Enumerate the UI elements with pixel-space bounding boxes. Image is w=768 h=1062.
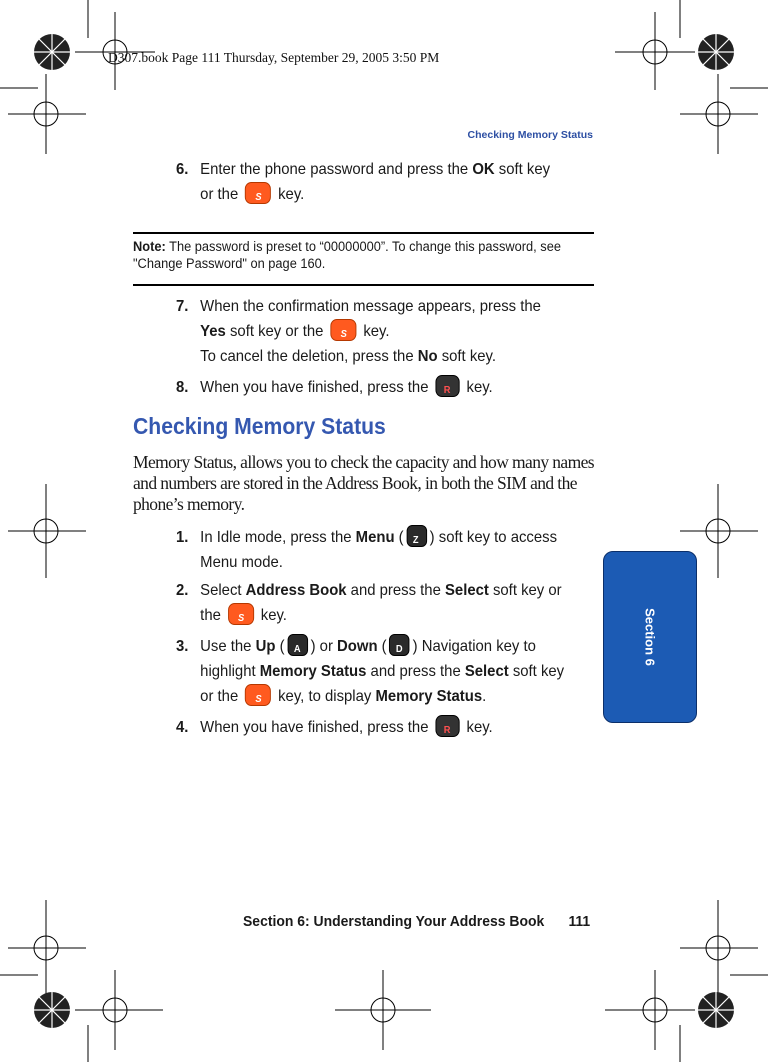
step-text: and press the [366,663,465,680]
step-text: . [482,688,487,705]
step-text: soft key or the [200,582,562,624]
step-4 [176,715,567,740]
step-text: ) Navigation key to highlight [200,638,536,680]
step-number: 2. [176,582,189,599]
end-key-icon [435,375,459,397]
step-text: key. [359,323,390,340]
down-key-icon: D [389,634,409,656]
step-text: soft key or the [200,663,565,705]
address-book-label: Address Book [245,582,347,599]
step-text: When you have finished, press the [200,379,433,396]
step-2 [176,578,567,628]
body-paragraph: Memory Status, allows you to check the capacity and how many names and numbers are stored in the Address Book, in both the SIM and the phone’s memory. [133,452,594,514]
step-text: ( [394,529,404,546]
end-key-icon [435,715,459,737]
select-key-label: Select [464,663,509,680]
step-text: ( [275,638,285,655]
step-text: In Idle mode, press the [200,529,356,546]
no-key-label: No [417,348,438,365]
page-footer [243,913,590,930]
step-text: key. [462,379,493,396]
running-head: Checking Memory Status [467,129,593,141]
step-text: soft key or the [200,161,551,203]
soft-key-icon [330,319,356,341]
menu-key-label: Menu [355,529,395,546]
note-text: The password is preset to “00000000”. To change this password, see "Change Password" on page 160. [133,239,561,271]
page-number: 111 [568,913,591,930]
step-text: key. [256,607,287,624]
step-text: Enter the phone password and press the [200,161,473,178]
step-8 [176,375,567,400]
step-3 [176,634,567,709]
soft-key-icon [245,182,271,204]
step-text: When the confirmation message appears, press the [200,298,541,315]
footer-title: Section 6: Understanding Your Address Book [243,913,545,930]
step-number: 6. [176,161,189,178]
step-1 [176,525,567,575]
step-number: 7. [176,298,189,315]
up-key-label: Up [255,638,276,655]
step-text: Use the [200,638,256,655]
step-text: key. [462,719,493,736]
step-text: To cancel the deletion, press the [200,348,418,365]
step-text: ) or [310,638,338,655]
step-text: soft key or the [225,323,328,340]
step-text: key. [273,186,305,203]
step-7 [176,294,567,369]
soft-key-icon [245,684,271,706]
section-title: Checking Memory Status [133,413,386,439]
step-text: When you have finished, press the [200,719,433,736]
memory-status-label: Memory Status [259,663,367,680]
step-text: soft key. [437,348,497,365]
section-tab [603,551,697,723]
memory-status-label: Memory Status [375,688,483,705]
soft-key-icon [228,603,254,625]
yes-key-label: Yes [200,323,226,340]
menu-key-icon: Z [406,525,426,547]
step-number: 8. [176,379,189,396]
step-text: ( [377,638,387,655]
down-key-label: Down [337,638,378,655]
note-box [133,232,594,286]
step-text: and press the [346,582,445,599]
step-number: 1. [176,529,189,546]
step-number: 4. [176,719,189,736]
step-number: 3. [176,638,189,655]
ok-key-label: OK [472,161,495,178]
section-tab-label: Section 6 [642,608,658,666]
step-6 [176,157,567,207]
note-label: Note: [133,239,166,254]
step-text: Select [200,582,246,599]
step-text: ) soft key to access Menu mode. [200,529,558,571]
step-text: key, to display [273,688,376,705]
print-header-meta: D307.book Page 111 Thursday, September 29, 2005 3:50 PM [108,50,440,65]
select-key-label: Select [444,582,489,599]
up-key-icon: A [287,634,307,656]
